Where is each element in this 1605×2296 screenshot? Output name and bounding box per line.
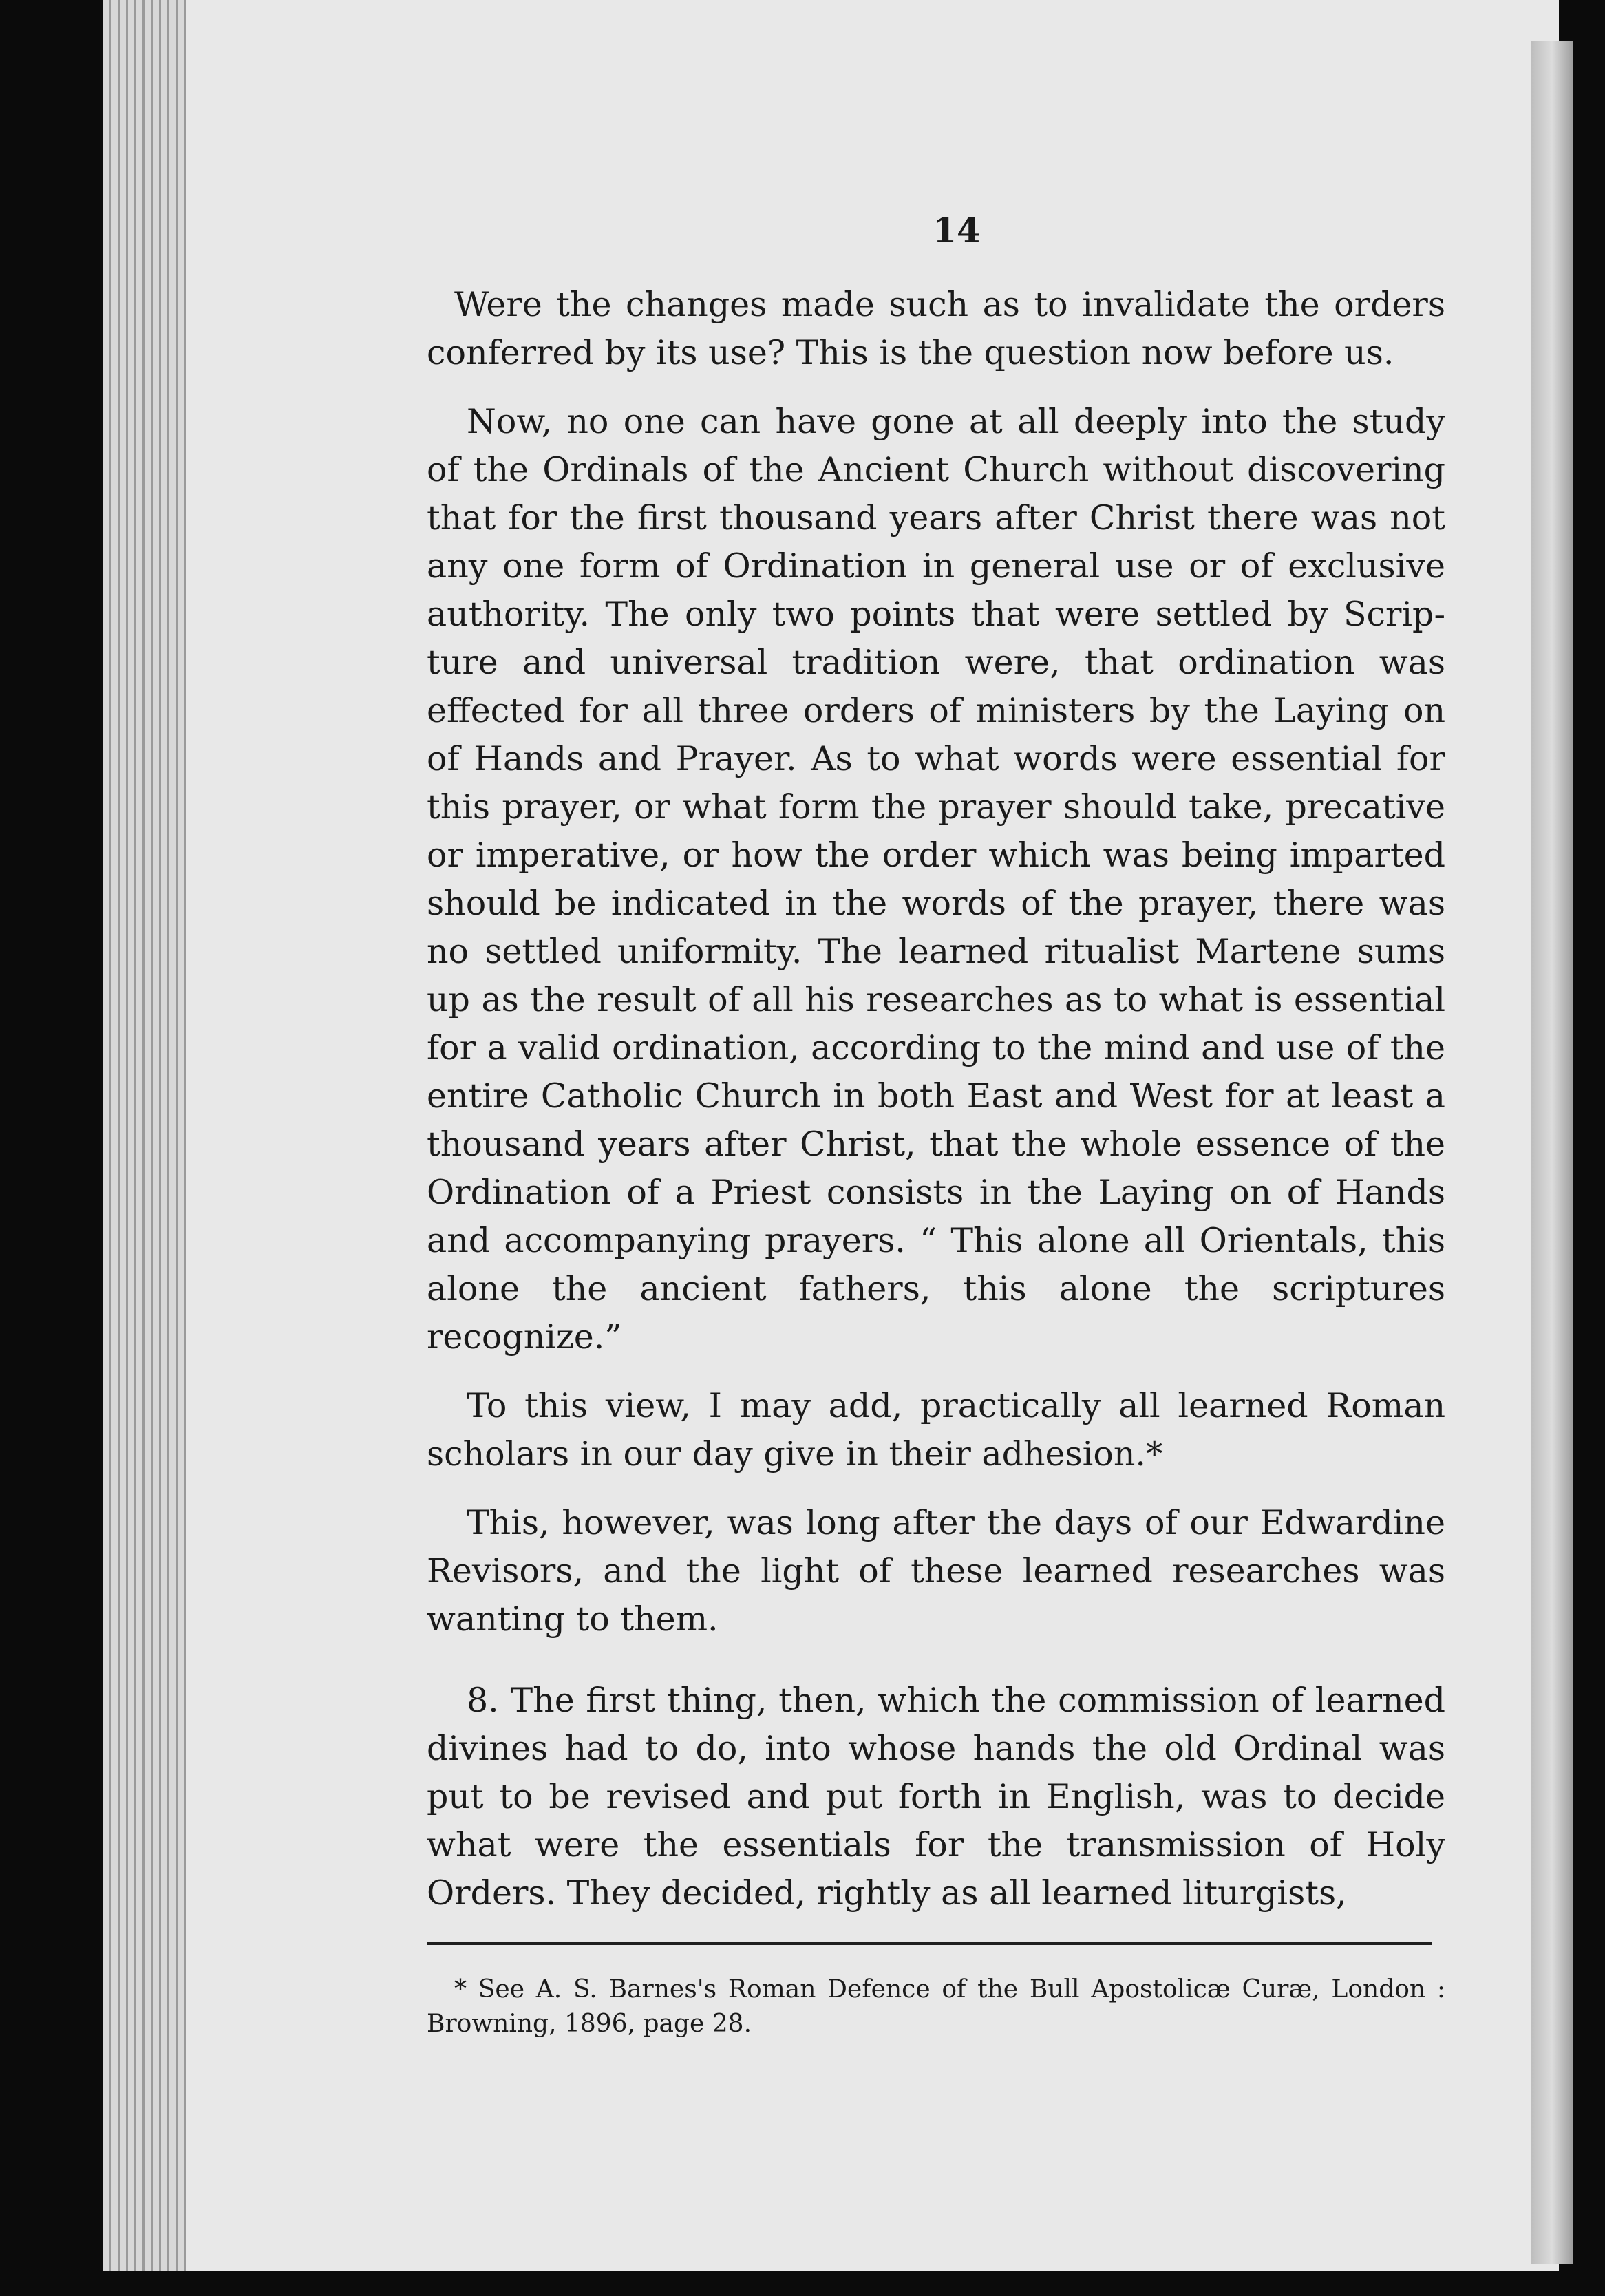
paragraph-5: 8. The first thing, then, which the commission of learned divines had to do, into whose hands the old Ordinal was put to be revised and put forth in English, was to decide what were the essentials for the transmission of Holy Orders. They decided, rightly as all learned liturgists, [427,1681,1445,1913]
footnote: * See A. S. Barnes's Roman Defence of the Bull Apostolicæ Curæ, London : Browning, 1896, page 28. [427,1975,1445,2038]
paragraph-1: Were the changes made such as to invalidate the orders conferred by its use? This is the question now before us. [427,285,1445,372]
page-edges [103,0,200,2271]
footnote-divider [427,1942,1432,1945]
binding-shadow [1531,41,1573,2264]
page-content [427,206,1445,2041]
page-number: 14 [933,210,981,251]
paragraph-4: This, however, was long after the days of our Edwardine Revisors, and the light of these learned researches was wanting to them. [427,1503,1445,1639]
paragraph-2: Now, no one can have gone at all deeply into the study of the Ordinals of the Ancient Church without discovering that for the first thousand years after Christ there was not any one form of Ordination in general use or of exclusive authority. The only two points that were settled by Scripture and universal tradition were, that ordination was effected for all three orders of ministers by the Laying on of Hands and Prayer. As to what words were essential for this prayer, or what form the prayer should take, precative or imperative, or how the order which was being imparted should be indicated in the words of the prayer, there was no settled uniformity. The learned ritualist Martene sums up as the result of all his researches as to what is essential for a valid ordination, according to the mind and use of the entire Catholic Church in both East and West for at least a thousand years after Christ, that the whole essence of the Ordination of a Priest consists in the Laying on of Hands and accompanying prayers. “ This alone all Orientals, this alone the ancient fathers, this alone the scriptures recognize.” [427,402,1445,1357]
paragraph-3: To this view, I may add, practically all learned Roman scholars in our day give in their adhesion.* [427,1386,1445,1474]
